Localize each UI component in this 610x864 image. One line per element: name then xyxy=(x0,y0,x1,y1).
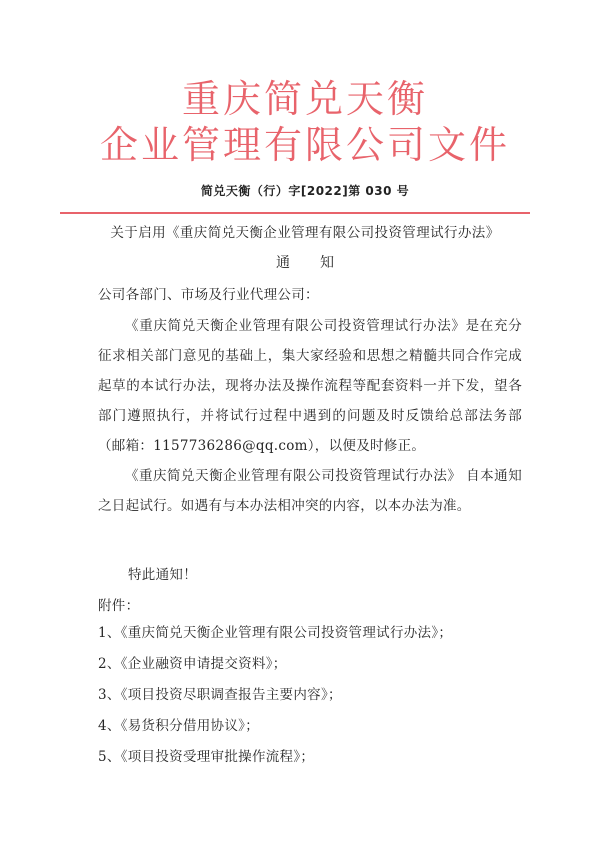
attachments-list xyxy=(98,618,538,773)
notice-subject: 关于启用《重庆简兑天衡企业管理有限公司投资管理试行办法》 xyxy=(110,225,500,241)
attachment-item: 1、《重庆简兑天衡企业管理有限公司投资管理试行办法》； xyxy=(98,625,453,641)
attachment-item: 4、《易货积分借用协议》； xyxy=(98,718,259,734)
document-number: 简兑天衡（行）字[2022]第 030 号 xyxy=(200,184,410,198)
attachment-item: 3、《项目投资尽职调查报告主要内容》； xyxy=(98,687,342,703)
red-divider-line xyxy=(60,212,530,214)
attachments-title: 附件： xyxy=(98,598,140,614)
attachment-item: 5、《项目投资受理审批操作流程》； xyxy=(98,749,315,765)
closing-line: 特此通知！ xyxy=(128,567,197,583)
body-paragraph-2: 《重庆简兑天衡企业管理有限公司投资管理试行办法》 自本通知之日起试行。如遇有与本办法相冲突的内容，以本办法为准。 xyxy=(98,468,522,514)
addressee: 公司各部门、市场及行业代理公司： xyxy=(98,287,319,303)
body-paragraph-1: 《重庆简兑天衡企业管理有限公司投资管理试行办法》是在充分征求相关部门意见的基础上，集大家经验和思想之精髓共同合作完成起草的本试行办法，现将办法及操作流程等配套资料一并下发，望各部门遵照执行，并将试行过程中遇到的问题及时反馈给总部法务部（邮箱：1157736286@qq.com），以便及时修正。 xyxy=(98,318,522,454)
attachment-item: 2、《企业融资申请提交资料》； xyxy=(98,656,287,672)
org-name-line1: 重庆简兑天衡 xyxy=(181,77,428,121)
org-name-line2: 企业管理有限公司文件 xyxy=(99,123,510,167)
notice-title: 通知 xyxy=(276,255,364,271)
